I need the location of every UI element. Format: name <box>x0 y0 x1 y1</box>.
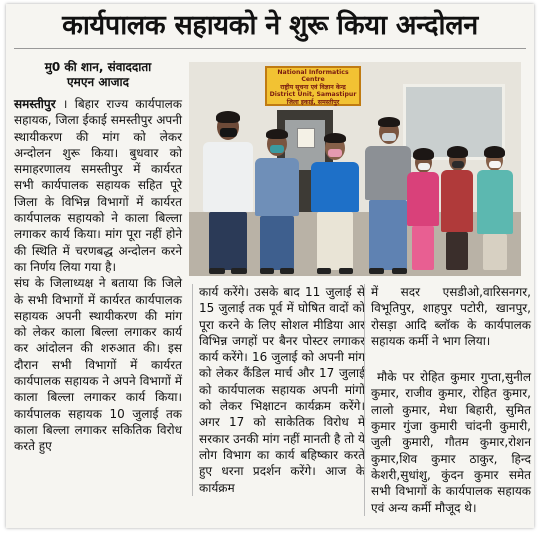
article-column-3 <box>364 284 531 516</box>
lead-text: । बिहार राज्य कार्यपालक सहायक, जिला ईकाई समस्तीपुर अपनी स्थायीकरण की मांग को लेकर अन्दोलन शुरू किया। बुधवार को समाहरणालय समस्तीपुर में कार्यरत सभी कार्यपालक सहायक सहित पूरे जिला के विभिन्न विभागों में कार्यरत कार्यपालक सहायको ने काला बिल्ला लगाकर कार्य किया। मांग पूरा नहीं होने की स्थिति में चरणबद्ध अन्दोलन करने का निर्णय लिया गया है। <box>14 97 182 274</box>
sign-line: National Informatics Centre <box>277 69 349 84</box>
article-paragraph: संघ के जिलाध्यक्ष ने बताया कि जिले के सभी विभागों में कार्यरत कार्यपालक सहायक अपनी स्थायीकरण की मांग को लेकर काला बिल्ला लगाकर कार्य कर आंदोलन की शरुआत की। इस दौरान सभी विभागों में कार्यरत कार्यपालक सहायक ने अपने विभागों में काला बिल्ला लगाकर कार्य किया। कार्यपालक सहायक 10 जुलाई तक काला बिल्ला लगाकर सकितिक विरोध करते हुए <box>14 276 182 454</box>
article-paragraph <box>14 96 182 275</box>
article-paragraph: में सदर एसडीओ,वारिसनगर, विभूतिपुर, शाहपुर पटोरी, खानपुर, रोसड़ा आदि ब्लॉक के कार्यपालक सहायक कर्मी ने भाग लिया। <box>371 285 531 348</box>
byline-reporter: मु0 की शान, संवाददाता <box>44 60 152 74</box>
article-paragraph: मौके पर रोहित कुमार गुप्ता,सुनील कुमार, राजीव कुमार, रोहित कुमार, लालो कुमार, मेधा बिहारी, सुमित कुमार गुंजा कुमारी चांदनी कुमारी, जुली कुमारी, गौतम कुमार,रोशन कुमार,शिव कुमार ठाकुर, हिन्द केशरी,सुधांशु, कुंदन कुमार समेत सभी विभागों के कार्यपालक सहायक एवं अन्य कर्मी मौजूद थे। <box>371 370 531 515</box>
news-photo <box>189 62 521 276</box>
sign-line: District Unit, Samastipur <box>269 91 357 99</box>
dateline: समस्तीपुर <box>14 97 56 111</box>
nic-signboard <box>265 66 361 106</box>
photo-notice <box>297 128 315 148</box>
headline: कार्यपालक सहायको ने शुरू किया अन्दोलन <box>62 10 478 41</box>
article-column-1 <box>14 96 182 455</box>
article-paragraph: कार्य करेंगे। उसके बाद 11 जुलाई से 15 जुलाई तक पूर्व में घोषित वादों को पूरा करने के लिए सोशल मीडिया आर विभिन्न जगहों पर बैनर पोस्टर लगाकर कार्य करेंगे। 16 जुलाई को अपनी मांग को लेकर कैंडिल मार्च और 17 जुलाई को कार्यपालक सहायक अपनी मांगों को लेकर भिक्षाटन कार्यक्रम करेंगे। अगर 17 को साकेतिक विरोध में सरकार उनकी मांग नहीं मानती है तो ये लोग विभाग का कार्य बहिष्कार करते हुए धरना प्रदर्शन करेंगे। आज के कार्यक्रम <box>199 285 365 495</box>
headline-rule <box>14 48 526 49</box>
sign-line: जिला इकाई, समस्तीपुर <box>286 98 340 106</box>
sign-line: राष्ट्रीय सूचना एवं विज्ञान केन्द्र <box>280 83 346 91</box>
byline <box>14 60 182 90</box>
article-column-2 <box>192 284 365 496</box>
byline-name: एमएन आजाद <box>67 75 129 89</box>
newspaper-clipping <box>6 4 534 528</box>
